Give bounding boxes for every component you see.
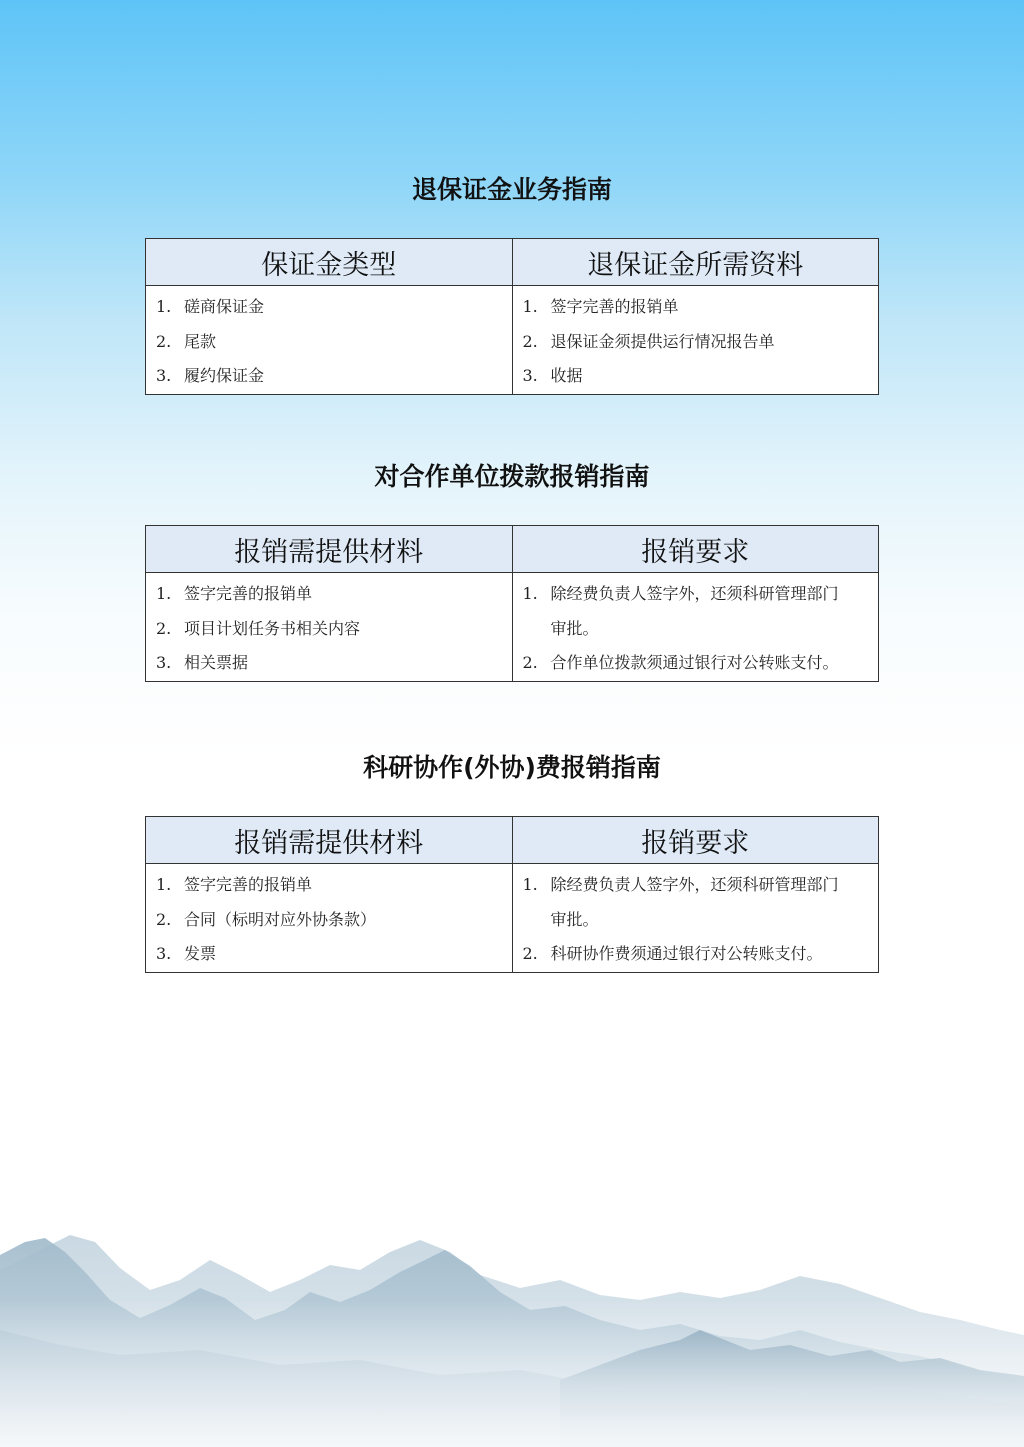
section-title: 对合作单位拨款报销指南 [374,462,650,491]
list-item: 审批。 [550,618,599,638]
section-partner-funding [145,455,879,682]
list-item: 2. 退保证金须提供运行情况报告单 [522,331,775,351]
list-item: 1. 签字完善的报销单 [522,297,679,316]
guide-table [145,525,879,682]
list-item: 审批。 [550,909,599,929]
list-item: 3. 收据 [522,366,583,385]
table-cell [512,573,879,682]
column-header: 报销要求 [512,526,879,573]
mountain-landscape-illustration [0,1180,1024,1447]
table-cell [146,286,513,395]
list-item: 1. 除经费负责人签字外，还须科研管理部门 [522,875,839,894]
table-cell [512,864,879,973]
section-deposit-refund [145,168,879,395]
column-header: 报销需提供材料 [146,817,513,864]
list-item: 1. 除经费负责人签字外，还须科研管理部门 [522,584,839,603]
list-item: 2. 合作单位拨款须通过银行对公转账支付。 [522,653,839,672]
list-item: 2. 项目计划任务书相关内容 [156,618,361,638]
table-cell [146,864,513,973]
column-header: 退保证金所需资料 [512,239,879,286]
list-item: 2. 合同（标明对应外协条款） [156,909,377,929]
guide-table [145,238,879,395]
section-title: 科研协作(外协)费报销指南 [363,753,661,782]
list-item: 3. 履约保证金 [156,366,265,385]
column-header: 报销需提供材料 [146,526,513,573]
table-cell [146,573,513,682]
list-item: 1. 签字完善的报销单 [156,875,313,894]
section-research-collaboration [145,746,879,973]
list-item: 2. 科研协作费须通过银行对公转账支付。 [522,944,823,963]
list-item: 3. 发票 [156,944,217,963]
table-cell [512,286,879,395]
list-item: 3. 相关票据 [156,653,249,672]
list-item: 2. 尾款 [156,331,217,351]
column-header: 报销要求 [512,817,879,864]
guide-table [145,816,879,973]
section-title: 退保证金业务指南 [411,175,612,204]
list-item: 1. 签字完善的报销单 [156,584,313,603]
list-item: 1. 磋商保证金 [156,297,265,316]
column-header: 保证金类型 [146,239,513,286]
